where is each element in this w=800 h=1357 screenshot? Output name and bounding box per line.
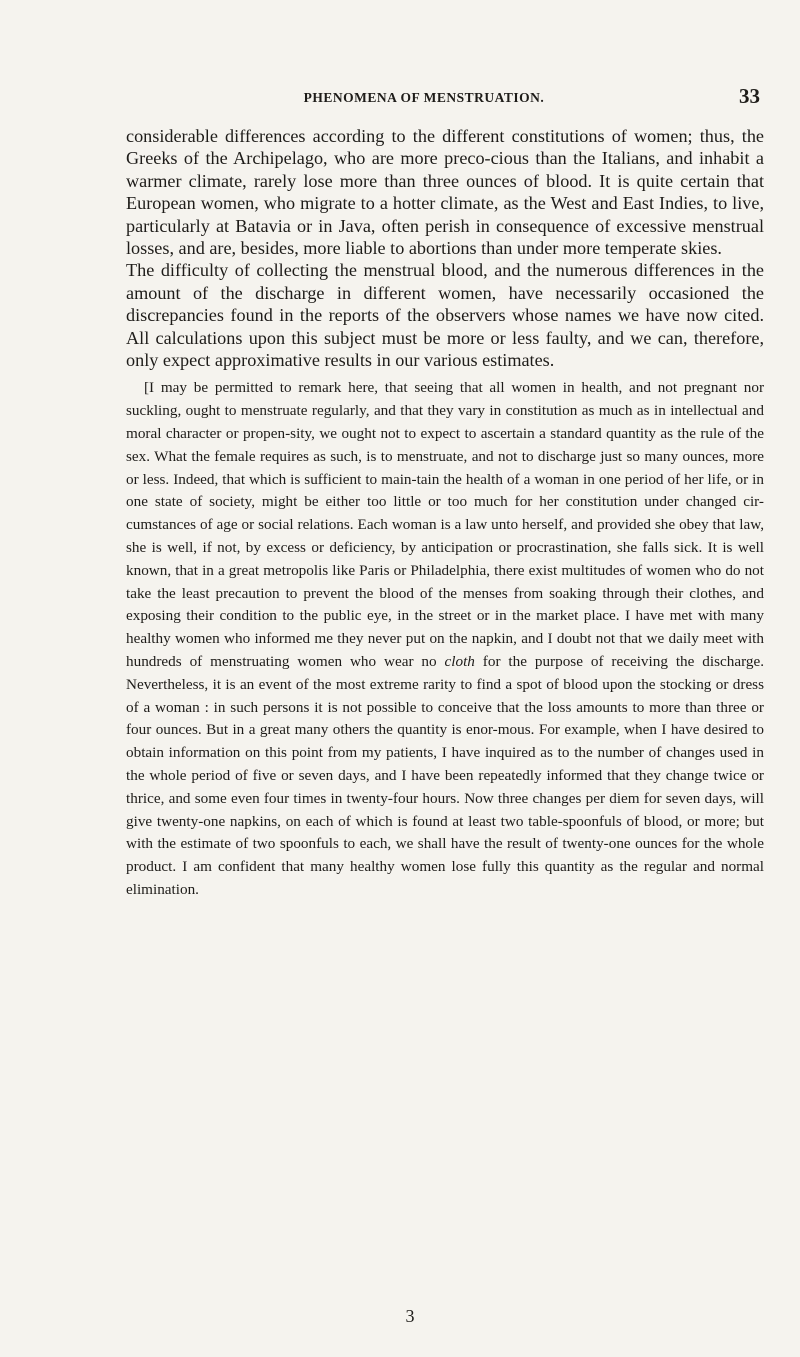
- translator-note: [126, 377, 764, 901]
- paragraph-continued: considerable differences according to the different constitutions of women; thus, the Greeks of the Archipelago, who are more preco-cious than the Italians, and inhabit a warmer climate, rarely lose more than three ounces of blood. It is quite certain that European women, who migrate to a hotter climate, as the West and East Indies, to live, particularly at Batavia or in Java, often perish in consequence of excessive menstrual losses, and are, besides, more liable to abortions than under more temperate skies.: [126, 126, 764, 259]
- page-number: 33: [739, 84, 760, 108]
- body-text: [126, 125, 764, 902]
- note-italic-word: cloth: [444, 653, 475, 671]
- signature-mark: 3: [405, 1306, 415, 1326]
- running-title: PHENOMENA OF MENSTRUATION.: [303, 90, 545, 105]
- running-head: [128, 84, 760, 108]
- paragraph-difficulty: [126, 259, 764, 371]
- paragraph-difficulty-text: The difficulty of collecting the menstrual blood, and the numerous differences in the amount of the discharge in different women, have necessarily occasioned the discrepancies found in the reports of the observers whose names we have now cited. All calculations upon this subject must be more or less faulty, and we can, therefore, only expect approximative results in our various estimates.: [126, 260, 764, 371]
- note-text-before: [I may be permitted to remark here, that seeing that all women in health, and not pregnant nor suckling, ought to menstruate regularly, and that they vary in constitution as much as in intellectual and moral character or propen-sity, we ought not to expect to ascertain a standard quantity as the rule of the sex. What the female requires as such, is to menstruate, and not to discharge just so many ounces, more or less. Indeed, that which is sufficient to main-tain the health of a woman in one period of her life, or in one state of society, might be either too little or too much for her constitution under changed cir-cumstances of age or social relations. Each woman is a law unto herself, and provided she obey that law, she is well, if not, by excess or deficiency, by anticipation or procrastination, she falls sick. It is well known, that in a great metropolis like Paris or Philadelphia, there exist multitudes of women who do not take the least precaution to prevent the blood of the menses from soaking through their clothes, and exposing their condition to the public eye, in the street or in the market place. I have met with many healthy women who informed me they never put on the napkin, and I doubt not that we daily meet with hundreds of menstruating women who wear no: [126, 379, 764, 671]
- note-text-after: for the purpose of receiving the discharge. Nevertheless, it is an event of the most extreme rarity to find a spot of blood upon the stocking or dress of a woman : in such persons it is not possible to conceive that the loss amounts to more than three or four ounces. But in a great many others the quantity is enor-mous. For example, when I have desired to obtain information on this point from my patients, I have inquired as to the number of changes used in the whole period of five or seven days, and I have been repeatedly informed that they change twice or thrice, and some even four times in twenty-four hours. Now three changes per diem for seven days, will give twenty-one napkins, on each of which is found at least two table-spoonfuls of blood, or more; but with the estimate of two spoonfuls to each, we shall have the result of twenty-one ounces for the whole product. I am confident that many healthy women lose fully this quantity as the regular and normal elimination.: [126, 653, 764, 898]
